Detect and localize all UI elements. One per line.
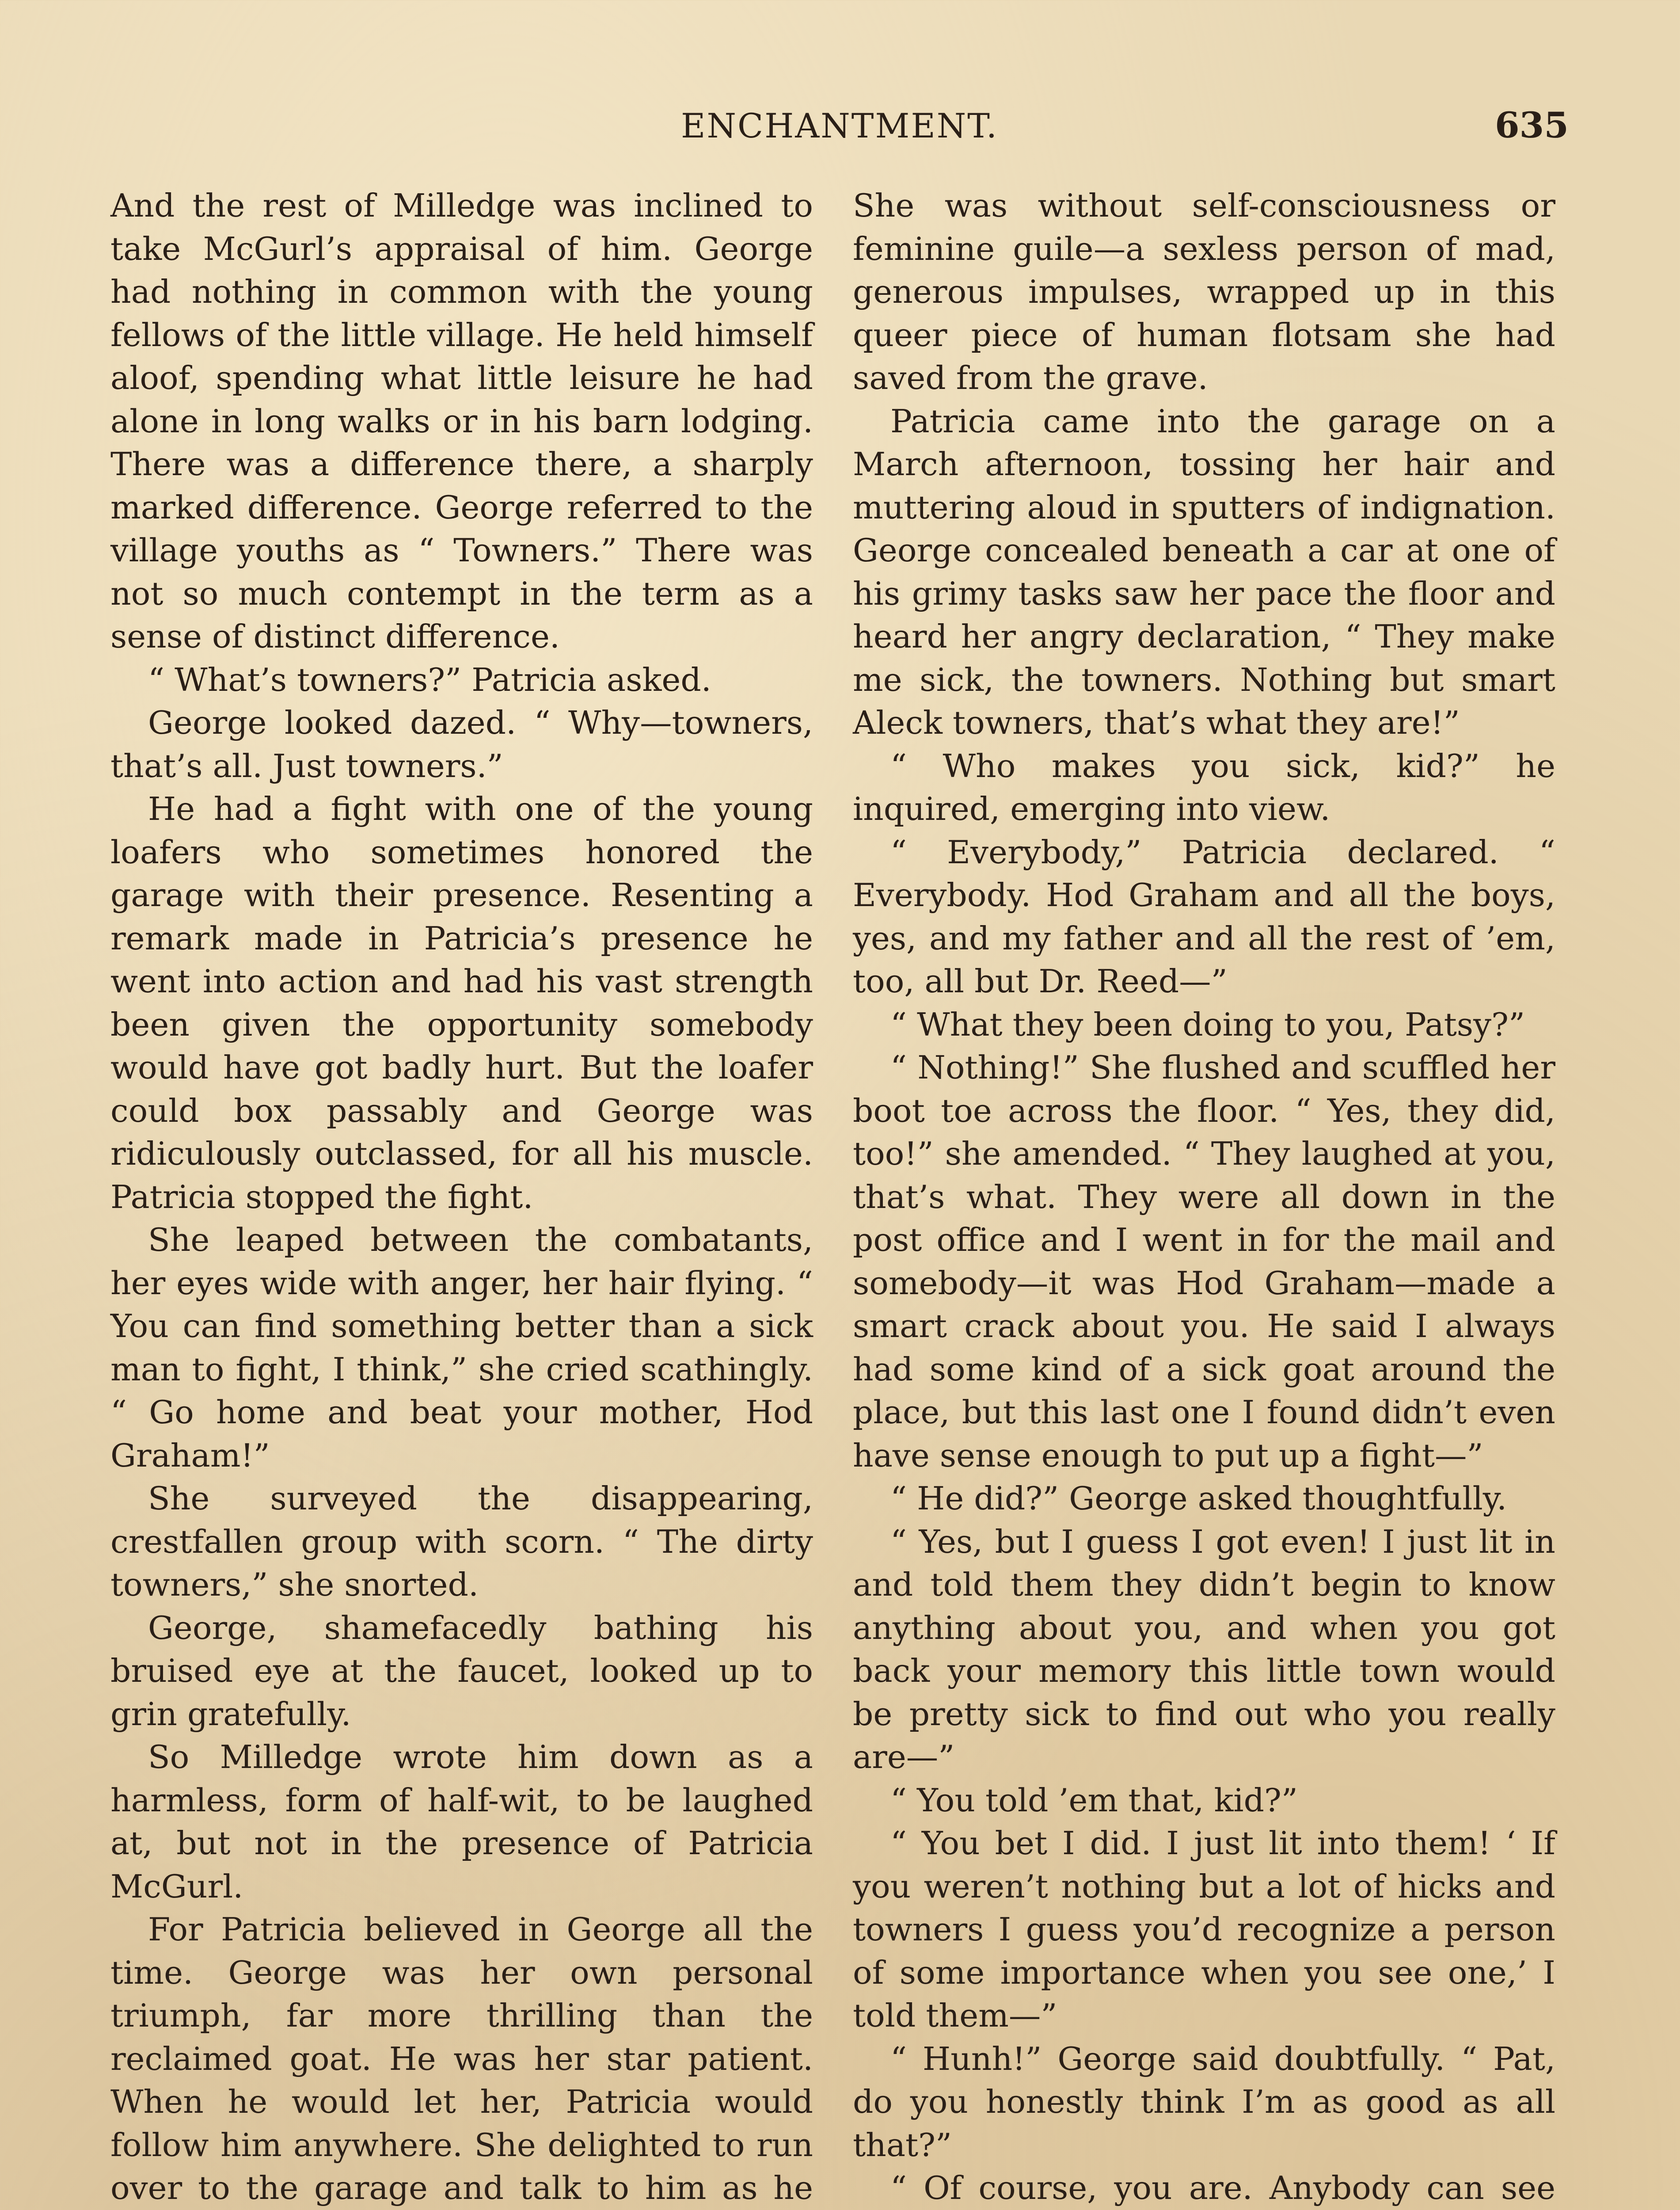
paragraph: “ Of course, you are. Anybody can see: [890, 2170, 1555, 2207]
running-title: ENCHANTMENT.: [681, 106, 998, 145]
right-column: [853, 185, 1555, 2210]
paragraph: “ You told ’em that, kid?”: [890, 1782, 1298, 1819]
paragraph-continued: She was without self-consciousness or feminine guile—a sexless person of mad, generous impulses, wrapped up in this queer piece of human flotsam she had saved from the grave.: [853, 187, 1555, 397]
paragraph: “ Nothing!” She flushed and scuffled her boot toe across the floor. “ Yes, they did, too!” she amended. “ They laughed at you, that’s what. They were all down in the post office and I went in for the mail and somebody—it was Hod Graham—made a smart crack about you. He said I always had some kind of a sick goat around the place, but this last one I found didn’t even have sense enough to put up a fight—”: [853, 1049, 1555, 1475]
paragraph: And the rest of Milledge was inclined to take McGurl’s appraisal of him. George had nothing in common with the young fellows of the little village. He held himself aloof, spending what little leisure he had alone in long walks or in his barn lodging. There was a difference there, a sharply marked difference. George referred to the village youths as “ Towners.” There was not so much contempt in the term as a sense of distinct difference.: [110, 187, 813, 655]
paragraph: George looked dazed. “ Why—towners, that’s all. Just towners.”: [110, 705, 813, 785]
paragraph: “ He did?” George asked thoughtfully.: [890, 1480, 1507, 1517]
paragraph: George, shamefacedly bathing his bruised eye at the faucet, looked up to grin gratefully.: [110, 1609, 813, 1733]
paragraph: She leaped between the combatants, her eyes wide with anger, her hair flying. “ You can find something better than a sick man to fight, I think,” she cried scathingly. “ Go home and beat your mother, Hod Graham!”: [110, 1222, 813, 1475]
paragraph: “ Hunh!” George said doubtfully. “ Pat, do you honestly think I’m as good as all that?”: [853, 2040, 1555, 2164]
paragraph: He had a fight with one of the young loafers who sometimes honored the garage with their presence. Resenting a remark made in Patricia’s presence he went into action and had his vast strength been given the opportunity somebody would have got badly hurt. But the loafer could box passably and George was ridiculously outclassed, for all his muscle. Patricia stopped the fight.: [110, 791, 813, 1216]
paragraph: Patricia came into the garage on a March afternoon, tossing her hair and muttering aloud in sputters of indignation. George concealed beneath a car at one of his grimy tasks saw her pace the floor and heard her angry declaration, “ They make me sick, the towners. Nothing but smart Aleck towners, that’s what they are!”: [853, 403, 1555, 742]
paragraph: “ Yes, but I guess I got even! I just lit in and told them they didn’t begin to know anything about you, and when you got back your memory this little town would be pretty sick to find out who you really are—”: [853, 1523, 1555, 1776]
left-column: [110, 185, 813, 2210]
paragraph: “ What they been doing to you, Patsy?”: [890, 1006, 1525, 1044]
paragraph: “ Everybody,” Patricia declared. “ Everybody. Hod Graham and all the boys, yes, and my father and all the rest of ’em, too, all but Dr. Reed—”: [853, 834, 1555, 1000]
paragraph: “ You bet I did. I just lit into them! ‘ If you weren’t nothing but a lot of hicks and towners I guess you’d recognize a person of some importance when you see one,’ I told them—”: [853, 1825, 1555, 2035]
running-head: [110, 102, 1569, 150]
page-number: 635: [1495, 104, 1569, 146]
paragraph: “ What’s towners?” Patricia asked.: [148, 661, 711, 699]
paragraph: She surveyed the disappearing, crestfallen group with scorn. “ The dirty towners,” she snorted.: [110, 1480, 813, 1604]
paragraph: For Patricia believed in George all the time. George was her own personal triumph, far more thrilling than the reclaimed goat. He was her star patient. When he would let her, Patricia would follow him anywhere. She delighted to run over to the garage and talk to him as he: [110, 1911, 813, 2207]
paragraph: So Milledge wrote him down as a harmless, form of half-wit, to be laughed at, but not in the presence of Patricia McGurl.: [110, 1739, 813, 1905]
paragraph: “ Who makes you sick, kid?” he inquired, emerging into view.: [853, 747, 1555, 828]
